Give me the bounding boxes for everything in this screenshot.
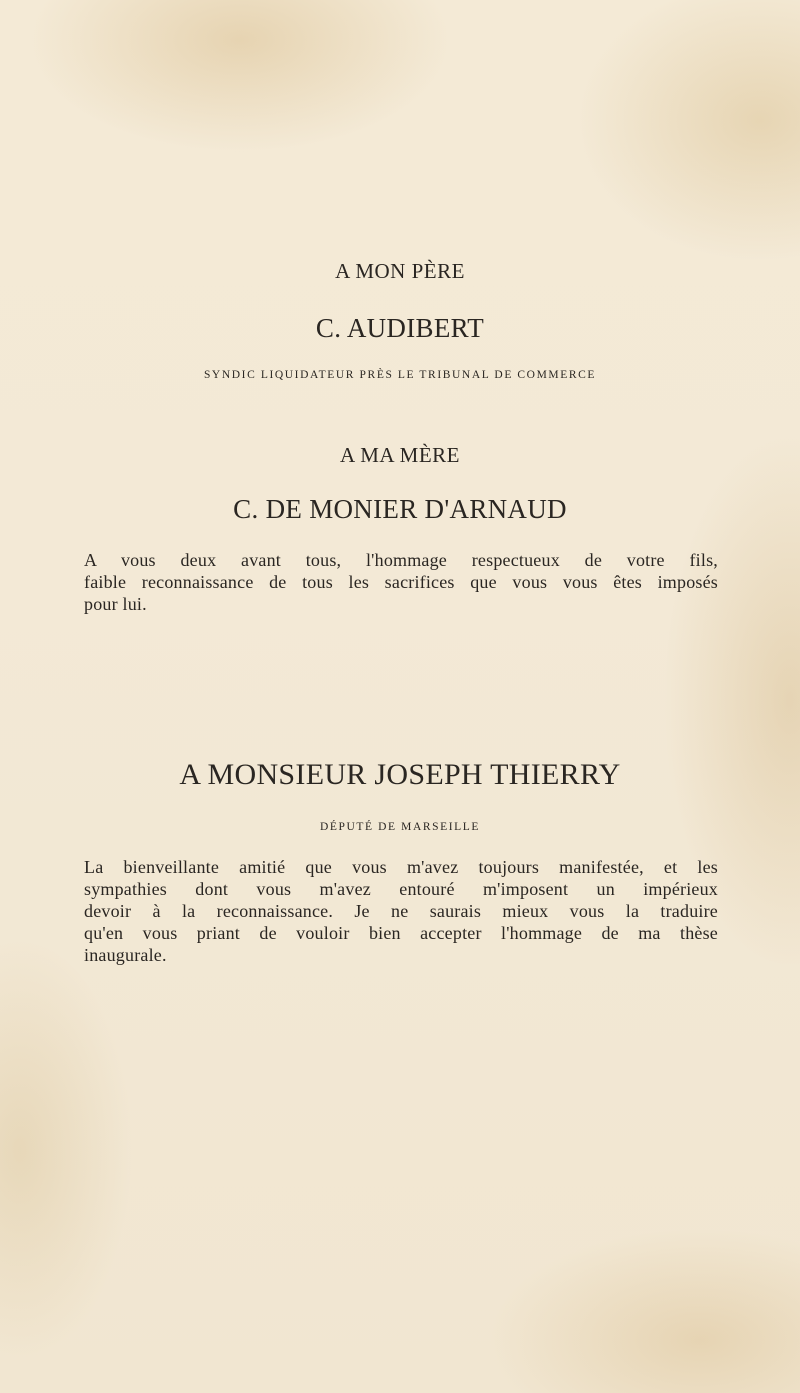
paragraph-line: devoir à la reconnaissance. Je ne saurais mieux vous la traduire (84, 901, 718, 921)
mother-name: C. DE MONIER D'ARNAUD (233, 494, 567, 524)
father-title: SYNDIC LIQUIDATEUR PRÈS LE TRIBUNAL DE COMMERCE (203, 369, 597, 381)
father-name: C. AUDIBERT (315, 313, 485, 343)
paragraph-line: inaugurale. (84, 945, 167, 965)
mother-heading: A MA MÈRE (339, 443, 461, 467)
thierry-title: DÉPUTÉ DE MARSEILLE (319, 821, 481, 833)
paragraph-line: qu'en vous priant de vouloir bien accepter l'hommage de ma thèse (84, 923, 718, 943)
thierry-message (84, 856, 718, 966)
parents-message (84, 549, 718, 615)
paragraph-line: faible reconnaissance de tous les sacrifices que vous vous êtes imposés (84, 572, 718, 592)
paragraph-line: A vous deux avant tous, l'hommage respectueux de votre fils, (84, 550, 718, 570)
paragraph-line: La bienveillante amitié que vous m'avez toujours manifestée, et les (84, 857, 718, 877)
father-heading: A MON PÈRE (335, 259, 465, 283)
thierry-heading: A MONSIEUR JOSEPH THIERRY (179, 758, 621, 791)
paragraph-line: sympathies dont vous m'avez entouré m'imposent un impérieux (84, 879, 718, 899)
paragraph-line: pour lui. (84, 594, 147, 614)
